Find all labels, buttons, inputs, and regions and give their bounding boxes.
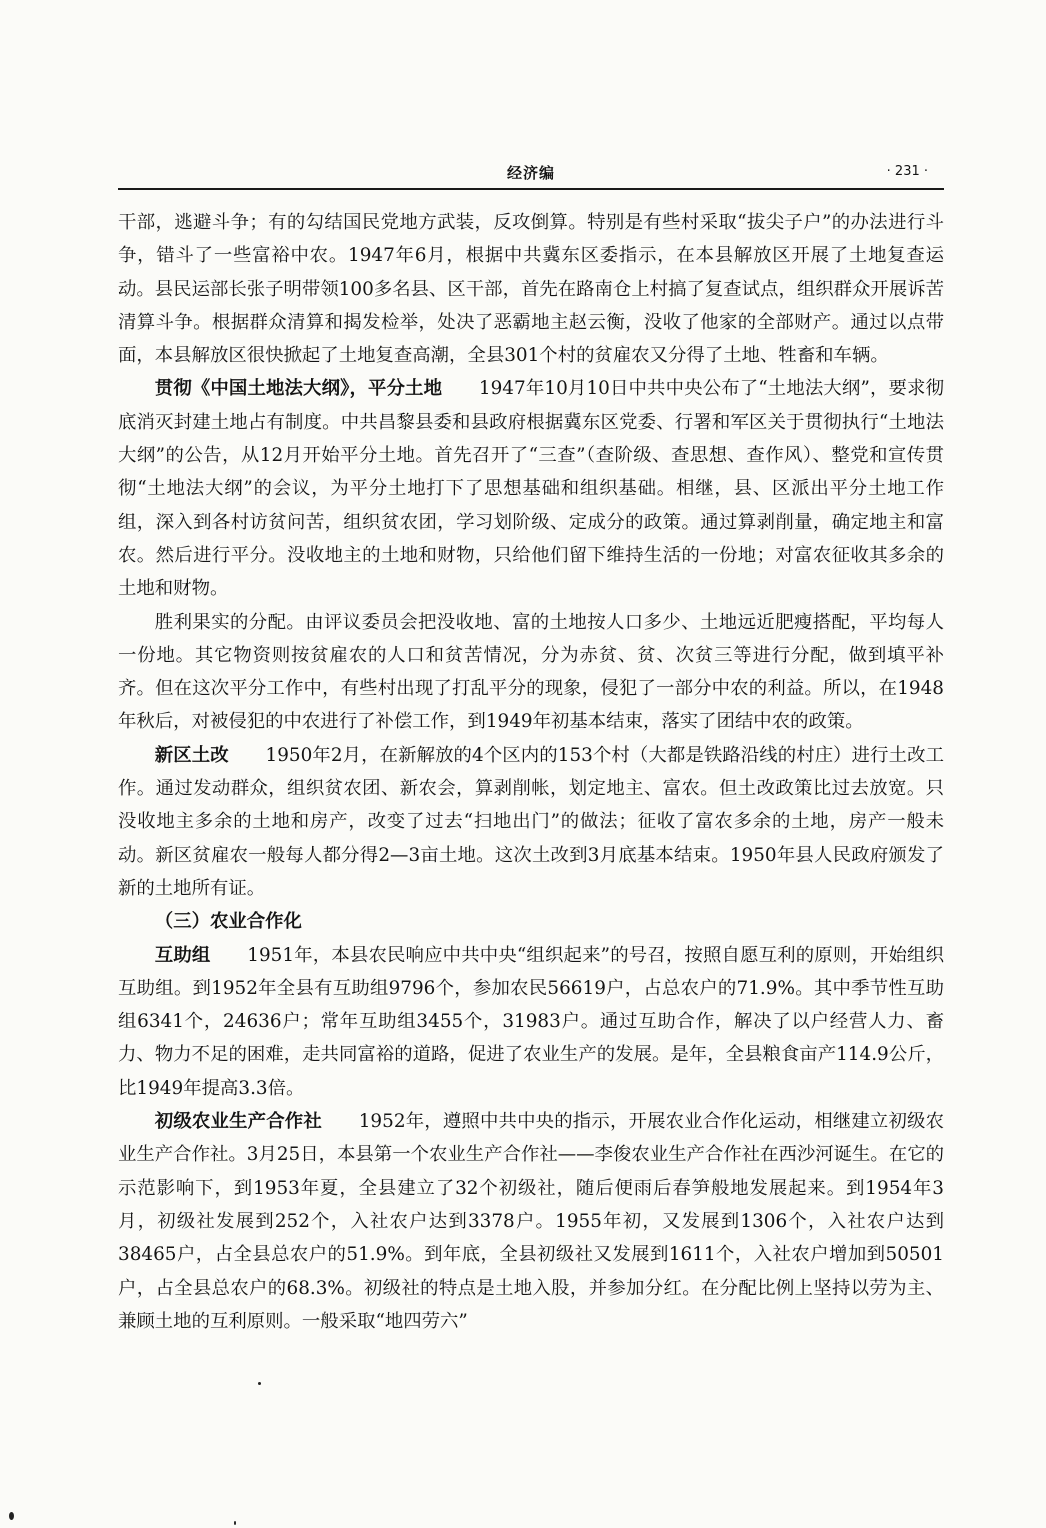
section-title: 经济编 [506, 164, 555, 182]
paragraph-text: 1947年10月10日中共中央公布了“土地法大纲”，要求彻底消灭封建土地占有制度。中共昌黎县委和县政府根据冀东区党委、行署和军区关于贯彻执行“土地法大纲”的公告，从12月开始平分土地。首先召开了“三查”（查阶级、查思想、查作风）、整党和宣传贯彻“土地法大纲”的会议，为平分土地打下了思想基础和组织基础。相继，县、区派出平分土地工作组，深入到各村访贫问苦，组织贫农团，学习划阶级、定成分的政策。通过算剥削量，确定地主和富农。然后进行平分。没收地主的土地和财物，只给他们留下维持生活的一份地；对富农征收其多余的土地和财物。 [118, 378, 944, 600]
paragraph-lead: 初级农业生产合作社 [154, 1111, 322, 1133]
paragraph-text: 胜利果实的分配。由评议委员会把没收地、富的土地按人口多少、土地远近肥瘦搭配，平均每人一份地。其它物资则按贫雇农的人口和贫苦情况，分为赤贫、贫、次贫三等进行分配，做到填平补齐。但在这次平分工作中，有些村出现了打乱平分的现象，侵犯了一部分中农的利益。所以，在1948年秋后，对被侵犯的中农进行了补偿工作，到1949年初基本结束，落实了团结中农的政策。 [118, 611, 944, 733]
paragraph-text: 干部，逃避斗争；有的勾结国民党地方武装，反攻倒算。特别是有些村采取“拔尖子户”的办法进行斗争，错斗了一些富裕中农。1947年6月，根据中共冀东区委指示，在本县解放区开展了土地复查运动。县民运部长张子明带领100多名县、区干部，首先在路南仓上村搞了复查试点，组织群众开展诉苦清算斗争。根据群众清算和揭发检举，处决了恶霸地主赵云衡，没收了他家的全部财产。通过以点带面，本县解放区很快掀起了土地复查高潮，全县301个村的贫雇农又分得了土地、牲畜和车辆。 [118, 212, 944, 367]
paragraph-land-law [118, 372, 944, 605]
paragraph-mutual-aid [118, 939, 944, 1105]
paragraph-text: 1951年，本县农民响应中共中央“组织起来”的号召，按照自愿互利的原则，开始组织互助组。到1952年全县有互助组9796个，参加农民56619户，占总农户的71.9%。其中季节性互助组6341个，24636户；常年互助组3455个，31983户。通过互助合作，解决了以户经营人力、畜力、物力不足的困难，走共同富裕的道路，促进了农业生产的发展。是年，全县粮食亩产114.9公斤，比1949年提高3.3倍。 [118, 944, 944, 1099]
paragraph-lead: 互助组 [154, 944, 211, 966]
section-heading [118, 905, 944, 938]
document-page [118, 156, 944, 1338]
running-header [118, 156, 944, 190]
paragraph-cooperatives [118, 1105, 944, 1338]
paragraph-lead: 贯彻《中国土地法大纲》，平分土地 [154, 378, 443, 400]
paragraph-text: 1952年，遵照中共中央的指示，开展农业合作化运动，相继建立初级农业生产合作社。3月25日，本县第一个农业生产合作社——李俊农业生产合作社在西沙河诞生。在它的示范影响下，到1953年夏，全县建立了32个初级社，随后便雨后春笋般地发展起来。到1954年3月，初级社发展到252个，入社农户达到3378户。1955年初，又发展到1306个，入社农户达到38465户，占全县总农户的51.9%。到年底，全县初级社又发展到1611个，入社农户增加到50501户，占全县总农户的68.3%。初级社的特点是土地入股，并参加分红。在分配比例上坚持以劳为主、兼顾土地的互利原则。一般采取“地四劳六” [118, 1111, 944, 1332]
paragraph-new-area-reform [118, 739, 944, 905]
scan-speck [234, 1521, 236, 1525]
paragraph-lead: 新区土改 [154, 744, 229, 766]
paragraph-distribution [118, 606, 944, 739]
scan-speck [9, 1512, 14, 1520]
body-text [118, 206, 944, 1338]
scan-speck [258, 1382, 261, 1385]
section-heading-text: （三）农业合作化 [154, 911, 302, 933]
paragraph-land-review [118, 206, 944, 372]
paragraph-text: 1950年2月，在新解放的4个区内的153个村（大都是铁路沿线的村庄）进行土改工作。通过发动群众，组织贫农团、新农会，算剥削帐，划定地主、富农。但土改政策比过去放宽。只没收地主多余的土地和房产，改变了过去“扫地出门”的做法；征收了富农多余的土地，房产一般未动。新区贫雇农一般每人都分得2—3亩土地。这次土改到3月底基本结束。1950年县人民政府颁发了新的土地所有证。 [118, 744, 944, 899]
page-number: · 231 · [886, 164, 928, 179]
